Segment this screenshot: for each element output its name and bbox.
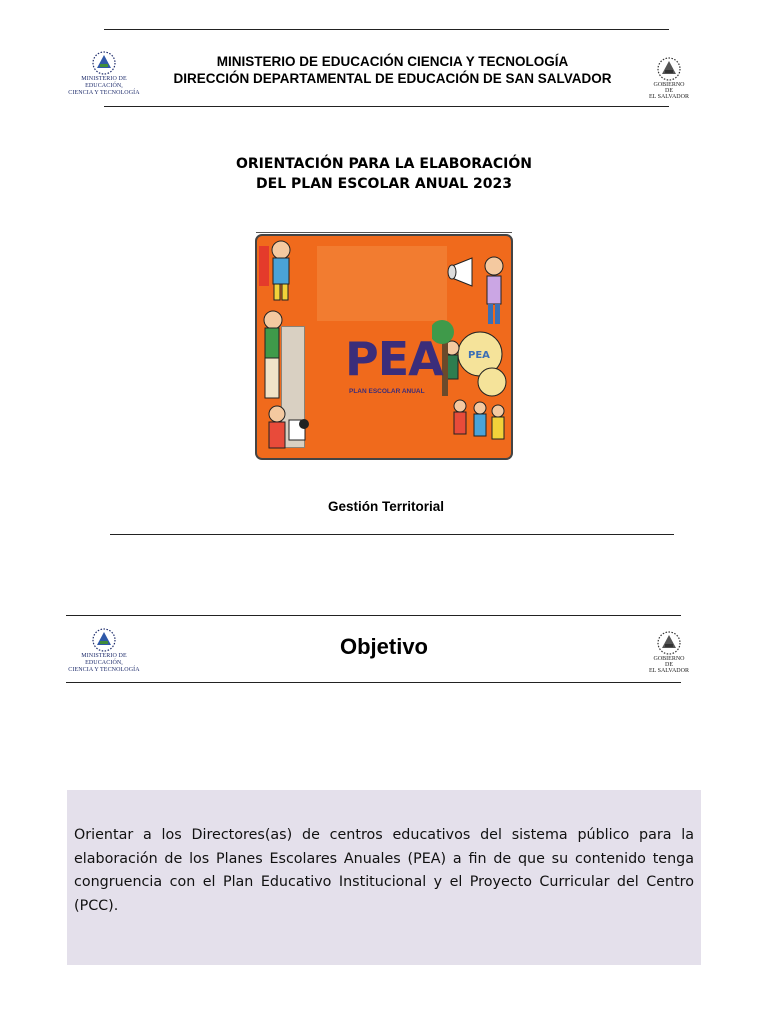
subtitle-rule <box>110 534 674 535</box>
ministry-logo <box>62 50 146 96</box>
header-line-2: DIRECCIÓN DEPARTAMENTAL DE EDUCACIÓN DE SAN SALVADOR <box>173 71 612 86</box>
ministry-logo-caption-2: CIENCIA Y TECNOLOGÍA <box>68 90 140 96</box>
document-title <box>200 154 568 194</box>
section-bottom-rule <box>66 682 681 683</box>
pea-cover-image <box>255 234 513 460</box>
section-heading-objetivo: Objetivo <box>339 634 428 659</box>
header-bottom-rule <box>104 106 669 107</box>
header-block <box>150 53 635 87</box>
subtitle-gestion: Gestión Territorial <box>327 499 445 514</box>
header-line-1: MINISTERIO DE EDUCACIÓN CIENCIA Y TECNOLOGÍA <box>216 54 569 69</box>
ministry-seal-icon <box>91 627 117 653</box>
ministry-seal-icon <box>91 50 117 76</box>
left-characters-illustration <box>259 236 319 458</box>
ministry-logo-caption-1: MINISTERIO DE EDUCACIÓN, <box>81 653 127 666</box>
government-seal-icon <box>656 630 682 656</box>
government-logo-caption-1: GOBIERNO DE <box>653 656 685 668</box>
title-rule <box>256 232 512 233</box>
svg-text:PEA: PEA <box>468 350 490 361</box>
cover-panel <box>317 246 447 321</box>
section-top-rule <box>66 615 681 616</box>
cover-subtitle: PLAN ESCOLAR ANUAL <box>349 388 425 395</box>
cover-acronym: PEA <box>345 332 443 386</box>
government-logo-caption-2: EL SALVADOR <box>649 94 689 100</box>
document-title-line-1: ORIENTACIÓN PARA LA ELABORACIÓN <box>236 156 532 172</box>
right-characters-illustration <box>432 236 512 458</box>
government-logo-caption-2: EL SALVADOR <box>649 668 689 674</box>
government-logo-2 <box>649 630 689 676</box>
ministry-logo-caption-1: MINISTERIO DE EDUCACIÓN, <box>81 76 127 89</box>
government-seal-icon <box>656 56 682 82</box>
government-logo-caption-1: GOBIERNO DE <box>653 82 685 94</box>
ministry-logo-caption-2: CIENCIA Y TECNOLOGÍA <box>68 667 140 673</box>
header-top-rule <box>104 29 669 30</box>
objective-text: Orientar a los Directores(as) de centros educativos del sistema público para la elaboración de los Planes Escolares Anuales (PEA) a fin de que su contenido tenga congruencia con el Plan Educativo Institucional y el Proyecto Curricular del Centro (PCC). <box>74 827 694 914</box>
government-logo <box>649 56 689 102</box>
ministry-logo-2 <box>62 627 146 673</box>
document-title-line-2: DEL PLAN ESCOLAR ANUAL 2023 <box>256 176 512 192</box>
